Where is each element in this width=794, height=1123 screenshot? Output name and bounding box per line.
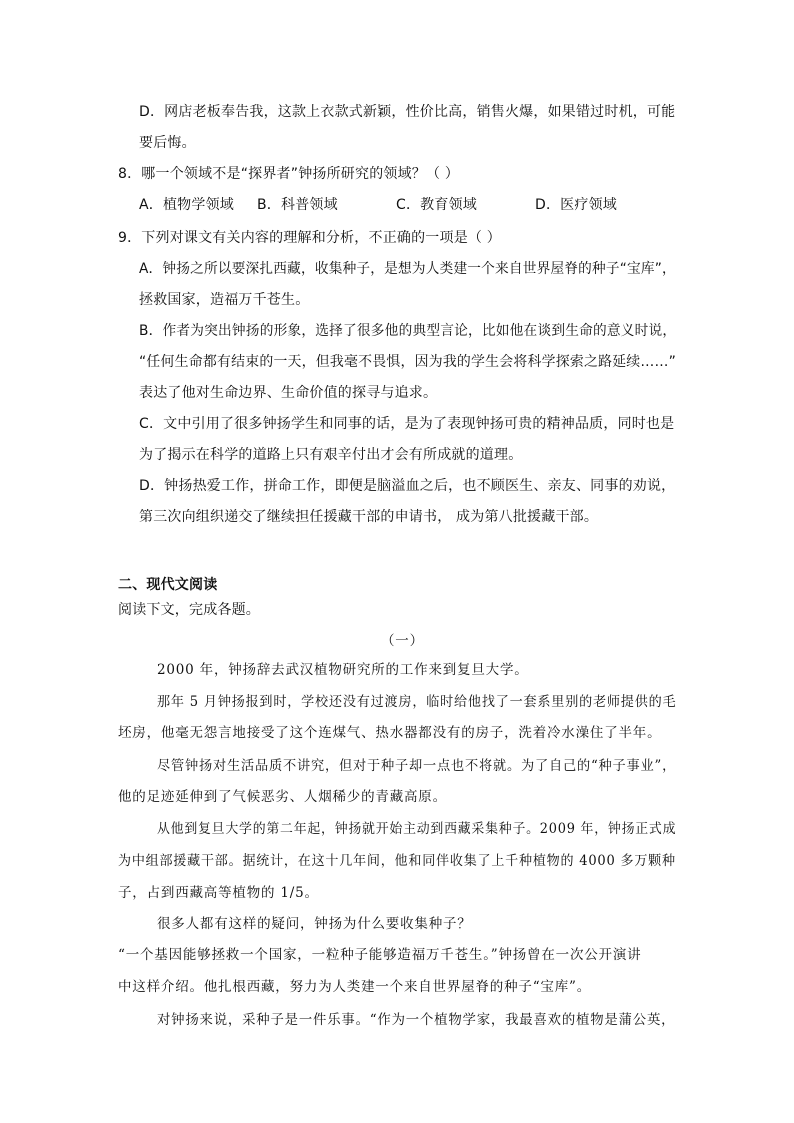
q8-option-c: C．教育领域: [396, 197, 477, 213]
q7-option-d-line1: D．网店老板奉告我，这款上衣款式新颖，性价比高，销售火爆，如果错过时机，可能: [139, 104, 676, 120]
q9-option-d-line1: D．钟扬热爱工作，拼命工作，即便是脑溢血之后，也不顾医生、亲友、同事的劝说，: [139, 478, 676, 494]
passage-paragraph-2-line2: 坯房，他毫无怨言地接受了这个连煤气、热水器都没有的房子，洗着冷水澡住了半年。: [118, 725, 662, 741]
passage-paragraph-1: 2000 年，钟扬辞去武汉植物研究所的工作来到复旦大学。: [157, 662, 529, 678]
q8-option-a: A．植物学领域: [139, 197, 234, 213]
q9-stem: 9．下列对课文有关内容的理解和分析，不正确的一项是（ ）: [118, 230, 501, 246]
passage-paragraph-4-line1: 从他到复旦大学的第二年起，钟扬就开始主动到西藏采集种子。2009 年，钟扬正式成: [157, 821, 677, 837]
section-heading: 二、现代文阅读: [118, 577, 218, 593]
q9-option-d-line2: 第三次向组织递交了继续担任援藏干部的申请书， 成为第八批援藏干部。: [139, 509, 599, 525]
q9-option-a-line2: 拯救国家，造福万千苍生。: [139, 292, 310, 308]
passage-paragraph-6-line1: “一个基因能够拯救一个国家，一粒种子能够造福万千苍生。”钟扬曾在一次公开演讲: [118, 947, 642, 963]
q7-option-d-line2: 要后悔。: [139, 135, 196, 151]
section-instruction: 阅读下文，完成各题。: [118, 602, 260, 618]
passage-paragraph-5: 很多人都有这样的疑问，钟扬为什么要收集种子？: [157, 916, 472, 932]
passage-paragraph-6-line2: 中这样介绍。他扎根西藏，努力为人类建一个来自世界屋脊的种子“宝库”。: [118, 979, 592, 995]
passage-paragraph-2-line1: 那年 5 月钟扬报到时，学校还没有过渡房，临时给他找了一套系里别的老师提供的毛: [157, 694, 677, 710]
q9-option-a-line1: A．钟扬之所以要深扎西藏，收集种子，是想为人类建一个来自世界屋脊的种子“宝库”，: [139, 261, 676, 277]
passage-paragraph-7-line1: 对钟扬来说，采种子是一件乐事。“作为一个植物学家，我最喜欢的植物是蒲公英，: [157, 1012, 676, 1028]
q9-option-b-line2: “任何生命都有结束的一天，但我毫不畏惧，因为我的学生会将科学探索之路延续……”: [139, 354, 677, 370]
passage-paragraph-3-line1: 尽管钟扬对生活品质不讲究，但对于种子却一点也不将就。为了自己的“种子事业”，: [157, 758, 677, 774]
q9-option-c-line1: C．文中引用了很多钟扬学生和同事的话，是为了表现钟扬可贵的精神品质，同时也是: [139, 416, 675, 432]
q8-option-b: B．科普领域: [257, 197, 338, 213]
passage-paragraph-4-line2: 为中组部援藏干部。据统计，在这十几年间，他和同伴收集了上千种植物的 4000 多万颗种: [118, 853, 676, 869]
passage-paragraph-3-line2: 他的足迹延伸到了气候恶劣、人烟稀少的青藏高原。: [118, 789, 447, 805]
passage-part-label: （一）: [381, 633, 424, 649]
q9-option-c-line2: 为了揭示在科学的道路上只有艰辛付出才会有所成就的道理。: [139, 447, 523, 463]
q9-option-b-line1: B．作者为突出钟扬的形象，选择了很多他的典型言论，比如他在谈到生命的意义时说，: [139, 323, 677, 339]
q9-option-b-line3: 表达了他对生命边界、生命价值的探寻与追求。: [139, 385, 438, 401]
passage-paragraph-4-line3: 子，占到西藏高等植物的 1/5。: [118, 885, 319, 901]
q8-stem: 8．哪一个领域不是“探界者”钟扬所研究的领域？（ ）: [118, 166, 460, 182]
q8-option-d: D．医疗领域: [535, 197, 617, 213]
